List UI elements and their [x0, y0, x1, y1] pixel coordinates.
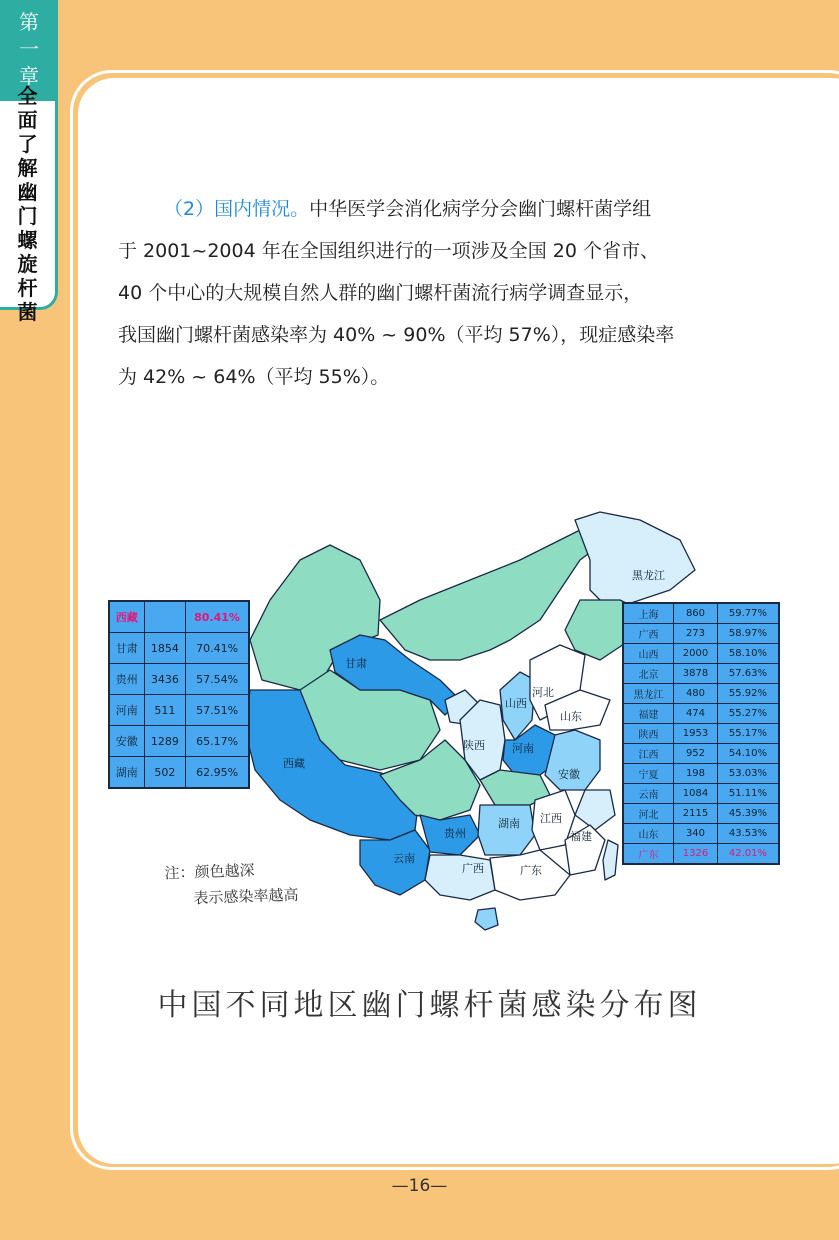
paragraph-line: 于 2001~2004 年在全国组织进行的一项涉及全国 20 个省市、 [118, 240, 659, 262]
map-region-hainan [475, 908, 498, 930]
map-label-shanxi: 山西 [505, 697, 527, 710]
map-region-taiwan [603, 840, 618, 880]
table-cell-rate: 57.63% [717, 664, 779, 684]
map-label-shaanxi: 陕西 [463, 739, 485, 752]
table-row [623, 784, 779, 804]
table-cell-region: 湖南 [109, 757, 144, 789]
chapter-char: 章 [19, 63, 39, 88]
table-cell-count: 511 [144, 695, 186, 726]
table-row [109, 601, 249, 633]
map-caption: 中国不同地区幽门螺杆菌感染分布图 [157, 988, 702, 1023]
map-region-heilongjiang [575, 512, 695, 610]
table-row [623, 624, 779, 644]
table-cell-region: 云南 [623, 784, 674, 804]
table-cell-count: 502 [144, 757, 186, 789]
table-cell-count: 1084 [674, 784, 718, 804]
table-cell-count: 273 [674, 624, 718, 644]
map-label-guangxi: 广西 [462, 862, 484, 875]
paragraph-line-text: 中华医学会消化病学分会幽门螺杆菌学组 [309, 198, 652, 220]
chapter-title-char: 门 [17, 204, 38, 228]
table-cell-region: 宁夏 [623, 764, 674, 784]
table-cell-count: 2115 [674, 804, 718, 824]
table-cell-region: 安徽 [109, 726, 144, 757]
map-label-heilongjiang: 黑龙江 [632, 569, 665, 582]
table-cell-count: 474 [674, 704, 718, 724]
table-cell-region: 山东 [623, 824, 674, 844]
table-row [623, 824, 779, 844]
chapter-title-char: 杆 [17, 276, 38, 300]
right-infection-table [622, 602, 780, 865]
table-row [623, 684, 779, 704]
table-row [109, 695, 249, 726]
map-label-jiangxi: 江西 [540, 812, 562, 825]
map-region-inner-mongolia [380, 525, 600, 660]
table-row [623, 804, 779, 824]
table-cell-rate: 65.17% [186, 726, 249, 757]
table-cell-count: 1289 [144, 726, 186, 757]
table-cell-region: 广西 [623, 624, 674, 644]
table-cell-region: 北京 [623, 664, 674, 684]
table-cell-rate: 55.17% [717, 724, 779, 744]
table-cell-region: 江西 [623, 744, 674, 764]
table-cell-count: 1854 [144, 633, 186, 664]
table-row [623, 764, 779, 784]
chapter-title-char: 菌 [17, 300, 38, 324]
chapter-title-char: 了 [17, 132, 38, 156]
table-cell-count: 3436 [144, 664, 186, 695]
table-row [623, 664, 779, 684]
table-cell-region: 河南 [109, 695, 144, 726]
table-cell-rate: 57.54% [186, 664, 249, 695]
paragraph-line: 我国幽门螺杆菌感染率为 40% ~ 90%（平均 57%），现症感染率 [118, 324, 675, 346]
map-label-hebei: 河北 [532, 686, 554, 699]
table-cell-region: 广东 [623, 844, 674, 865]
table-row [109, 726, 249, 757]
table-row [623, 644, 779, 664]
chapter-char: 一 [19, 36, 39, 61]
table-cell-count: 952 [674, 744, 718, 764]
table-cell-rate: 59.77% [717, 603, 779, 624]
table-cell-rate: 45.39% [717, 804, 779, 824]
table-row [109, 633, 249, 664]
table-cell-rate: 42.01% [717, 844, 779, 865]
map-label-fujian: 福建 [570, 830, 592, 843]
map-note-line: 注：颜色越深 [164, 861, 255, 883]
chapter-title-char: 全 [17, 84, 38, 108]
map-label-anhui: 安徽 [558, 768, 580, 781]
table-row [623, 603, 779, 624]
table-cell-rate: 51.11% [717, 784, 779, 804]
table-cell-count: 2000 [674, 644, 718, 664]
table-cell-rate: 55.92% [717, 684, 779, 704]
table-cell-region: 山西 [623, 644, 674, 664]
chapter-title-char: 螺 [17, 228, 38, 252]
map-label-xizang: 西藏 [283, 757, 305, 770]
section-lead: （2）国内情况。 [164, 198, 310, 220]
map-label-hunan: 湖南 [498, 817, 520, 830]
left-infection-table [108, 600, 250, 789]
map-label-henan: 河南 [512, 742, 534, 755]
table-cell-region: 福建 [623, 704, 674, 724]
paragraph-line: 40 个中心的大规模自然人群的幽门螺杆菌流行病学调查显示， [118, 282, 643, 304]
table-cell-region: 西藏 [109, 601, 144, 633]
table-cell-count: 340 [674, 824, 718, 844]
table-cell-region: 河北 [623, 804, 674, 824]
table-cell-rate: 55.27% [717, 704, 779, 724]
table-cell-count: 480 [674, 684, 718, 704]
table-row [623, 724, 779, 744]
table-cell-rate: 70.41% [186, 633, 249, 664]
table-cell-rate: 58.97% [717, 624, 779, 644]
map-note [164, 856, 299, 913]
chapter-title-char: 面 [17, 108, 38, 132]
table-cell-count: 3878 [674, 664, 718, 684]
table-row [623, 844, 779, 865]
table-cell-rate: 43.53% [717, 824, 779, 844]
table-row [109, 757, 249, 789]
table-cell-rate: 80.41% [186, 601, 249, 633]
map-note-line: 表示感染率越高 [193, 885, 299, 908]
table-cell-rate: 54.10% [717, 744, 779, 764]
table-cell-rate: 57.51% [186, 695, 249, 726]
table-cell-count: 1326 [674, 844, 718, 865]
map-label-shandong: 山东 [560, 710, 582, 723]
chapter-title-char: 幽 [17, 180, 38, 204]
table-cell-region: 陕西 [623, 724, 674, 744]
table-cell-region: 甘肃 [109, 633, 144, 664]
table-cell-count [144, 601, 186, 633]
table-row [109, 664, 249, 695]
table-cell-count: 198 [674, 764, 718, 784]
table-cell-region: 贵州 [109, 664, 144, 695]
table-row [623, 704, 779, 724]
table-row [623, 744, 779, 764]
table-cell-rate: 58.10% [717, 644, 779, 664]
chapter-title-char: 解 [17, 156, 38, 180]
page-number: —16— [391, 1176, 448, 1196]
chapter-char: 第 [19, 9, 39, 34]
table-cell-region: 黑龙江 [623, 684, 674, 704]
map-label-guangdong: 广东 [520, 864, 542, 877]
table-cell-rate: 53.03% [717, 764, 779, 784]
chapter-title-char: 旋 [17, 252, 38, 276]
table-cell-region: 上海 [623, 603, 674, 624]
paragraph-line: 为 42% ~ 64%（平均 55%）。 [118, 366, 390, 388]
map-label-yunnan: 云南 [393, 852, 415, 865]
map-region-guangxi [425, 855, 495, 900]
table-cell-rate: 62.95% [186, 757, 249, 789]
map-label-gansu: 甘肃 [345, 657, 367, 670]
map-label-guizhou: 贵州 [444, 827, 466, 840]
table-cell-count: 860 [674, 603, 718, 624]
map-region-zhejiang [575, 790, 615, 830]
table-cell-count: 1953 [674, 724, 718, 744]
